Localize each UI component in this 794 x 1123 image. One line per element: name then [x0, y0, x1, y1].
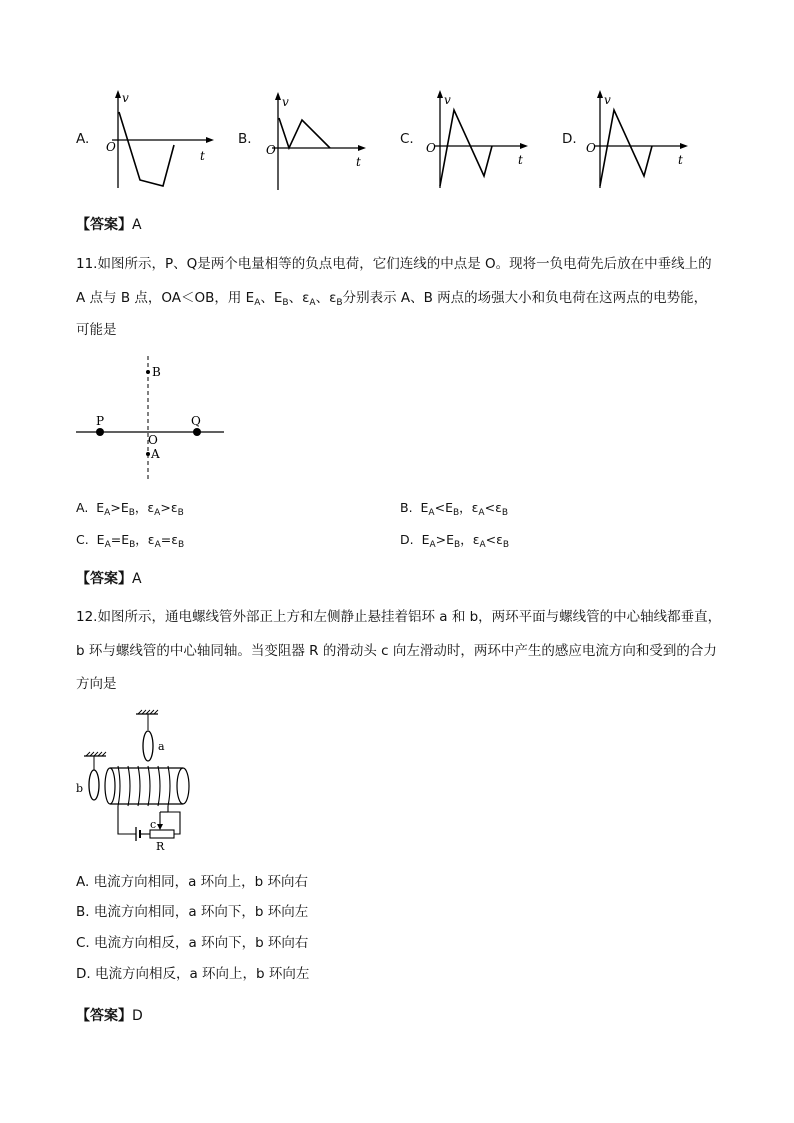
q11-stem-line2: A 点与 B 点，OA＜OB，用 $E_A$、$E_B$、$\varepsilon_A$、$\varepsilon_B$分别表示 A、B 两点的场强大小和负电荷在这两点的电势能，	[76, 290, 708, 308]
q12-solenoid-end	[177, 768, 189, 804]
q11-option-a: A. $E_A>E_B$，$\varepsilon_A>\varepsilon_B$	[76, 500, 184, 518]
q12-label-b: b	[76, 782, 84, 795]
q12-rheostat	[150, 830, 174, 838]
q10-graph-d-plot	[560, 88, 710, 193]
q10-option-d-letter: D.	[562, 131, 577, 147]
q10-answer	[76, 214, 142, 234]
q11-option-b: B. $E_A<E_B$，$\varepsilon_A<\varepsilon_B$	[400, 500, 509, 518]
q10-d-t-label: t	[678, 153, 683, 167]
q12-option-c: C. 电流方向相反，a 环向下，b 环向右	[76, 935, 309, 951]
q11-label-o: O	[148, 433, 158, 447]
q11-answer-value: A	[132, 571, 142, 587]
q12-answer-label: 【答案】	[76, 1008, 132, 1024]
q11-charge-q	[193, 428, 201, 436]
q12-ring-b	[89, 770, 99, 800]
q12-figure	[72, 708, 212, 858]
q12-label-a: a	[158, 740, 165, 753]
q12-stem-line1: 12.如图所示，通电螺线管外部正上方和左侧静止悬挂着铝环 a 和 b，两环平面与螺线管的中心轴线都垂直，	[76, 609, 722, 625]
q12-answer-value: D	[132, 1008, 143, 1024]
q11-label-q: Q	[191, 414, 201, 428]
q11-answer	[76, 568, 142, 588]
q10-c-v-label: v	[444, 93, 451, 107]
q10-option-c-letter: C.	[400, 131, 414, 147]
q10-c-t-label: t	[518, 153, 523, 167]
q10-option-b-letter: B.	[238, 131, 252, 147]
q12-label-c: c	[150, 818, 157, 831]
q12-option-a: A. 电流方向相同，a 环向上，b 环向右	[76, 874, 309, 890]
q10-graph-a	[70, 88, 220, 193]
q11-label-b: B	[152, 365, 161, 379]
q11-option-d: D. $E_A>E_B$，$\varepsilon_A<\varepsilon_B$	[400, 532, 510, 550]
q11-point-a	[146, 452, 150, 456]
q12-ring-a	[143, 731, 153, 761]
q11-answer-label: 【答案】	[76, 571, 132, 587]
q10-answer-value: A	[132, 217, 142, 233]
q12-stem-line2: b 环与螺线管的中心轴同轴。当变阻器 R 的滑动头 c 向左滑动时，两环中产生的感应电流方向和受到的合力	[76, 643, 717, 659]
q10-graph-b-plot	[234, 90, 384, 195]
q10-c-origin: O	[426, 141, 436, 155]
q11-point-b	[146, 370, 150, 374]
q10-graph-d	[560, 88, 710, 193]
q12-option-d: D. 电流方向相反，a 环向上，b 环向左	[76, 966, 310, 982]
q11-option-c: C. $E_A=E_B$，$\varepsilon_A=\varepsilon_B$	[76, 532, 185, 550]
q10-answer-label: 【答案】	[76, 217, 132, 233]
q11-label-p: P	[96, 414, 105, 428]
q10-graph-c	[396, 88, 546, 193]
q10-option-a-letter: A.	[76, 131, 90, 147]
q10-a-v-label: v	[122, 91, 129, 105]
q12-answer	[76, 1005, 143, 1025]
q10-graph-c-plot	[396, 88, 546, 193]
q11-stem-line1: 11.如图所示，P、Q是两个电量相等的负点电荷，它们连线的中点是 O。现将一负电荷先后放在中垂线上的	[76, 256, 712, 272]
q11-label-a: A	[151, 447, 160, 461]
q10-a-origin: O	[106, 140, 116, 154]
q10-graph-b	[234, 90, 384, 195]
q11-charge-p	[96, 428, 104, 436]
q10-b-v-label: v	[282, 95, 289, 109]
q11-stem-line3: 可能是	[76, 322, 117, 338]
q10-d-origin: O	[586, 141, 596, 155]
q12-label-r: R	[156, 840, 165, 853]
q10-graph-a-plot	[70, 88, 220, 193]
q10-a-t-label: t	[200, 149, 205, 163]
q10-b-t-label: t	[356, 155, 361, 169]
q11-figure	[70, 352, 230, 487]
q12-option-b: B. 电流方向相同，a 环向下，b 环向左	[76, 904, 309, 920]
q12-stem-line3: 方向是	[76, 676, 117, 692]
q10-d-v-label: v	[604, 93, 611, 107]
q10-b-origin: O	[266, 143, 276, 157]
